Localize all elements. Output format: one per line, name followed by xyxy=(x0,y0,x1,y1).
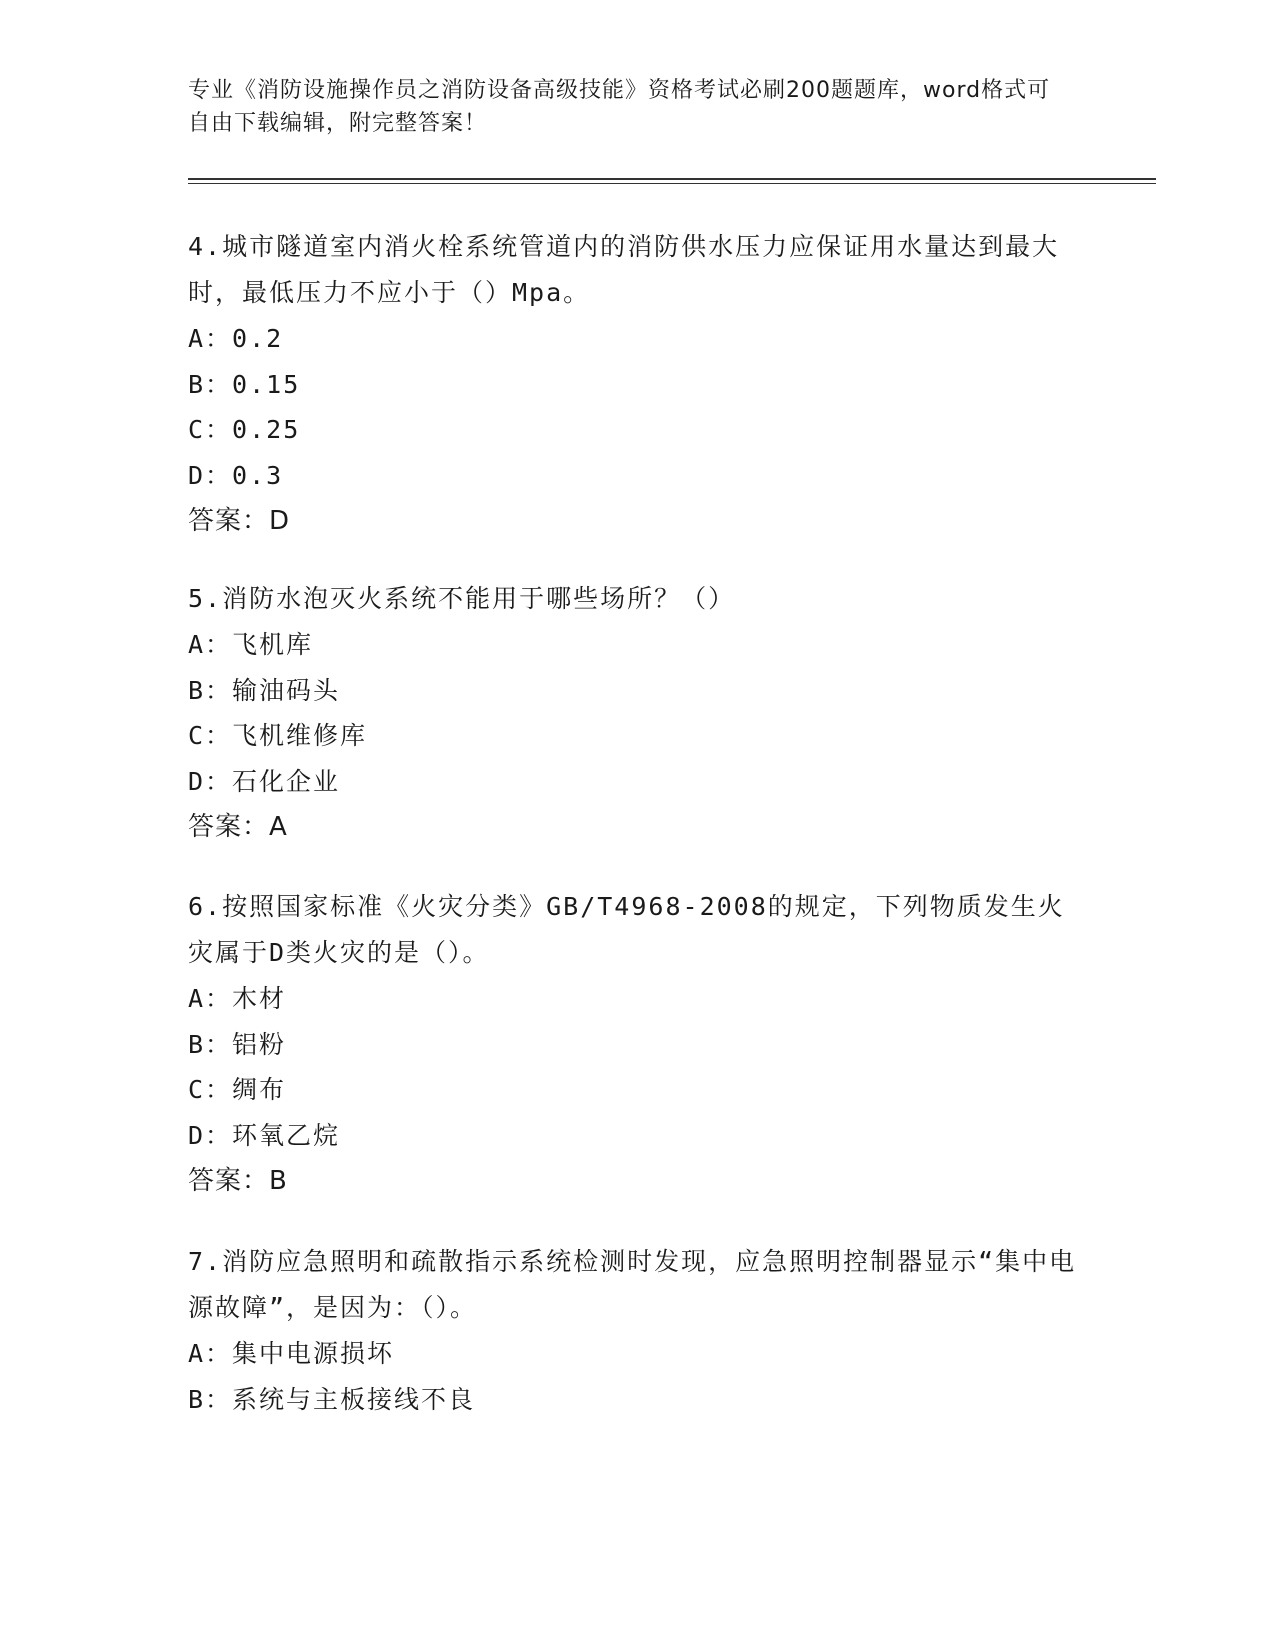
option-c: C：0.25 xyxy=(188,415,301,444)
question-stem: 6.按照国家标准《火灾分类》GB/T4968-2008的规定，下列物质发生火灾属于D类火灾的是（）。 xyxy=(188,892,1065,967)
header-divider-thin xyxy=(188,183,1156,184)
option-d: D：环氧乙烷 xyxy=(188,1120,341,1150)
option-b: B：铝粉 xyxy=(188,1029,287,1059)
answer-line: 答案：B xyxy=(188,1166,288,1196)
option-c: C：飞机维修库 xyxy=(188,721,368,750)
option-a: A：集中电源损坏 xyxy=(188,1339,395,1368)
question-stem: 4.城市隧道室内消火栓系统管道内的消防供水压力应保证用水量达到最大时，最低压力不应小于（）Mpa。 xyxy=(188,232,1060,307)
option-b: B：输油码头 xyxy=(188,675,341,705)
option-a: A：0.2 xyxy=(188,324,284,353)
option-b: B：系统与主板接线不良 xyxy=(188,1384,476,1414)
option-b: B：0.15 xyxy=(188,369,301,399)
answer-line: 答案：D xyxy=(188,506,291,536)
question-5 xyxy=(188,576,1088,850)
question-4 xyxy=(188,224,1088,544)
question-6 xyxy=(188,884,1088,1204)
option-a: A：木材 xyxy=(188,984,287,1013)
question-stem: 5.消防水泡灭火系统不能用于哪些场所？（） xyxy=(188,584,736,613)
option-d: D：石化企业 xyxy=(188,766,341,796)
document-header: 专业《消防设施操作员之消防设备高级技能》资格考试必刷200题题库，word格式可自由下载编辑，附完整答案！ xyxy=(188,78,1051,136)
answer-line: 答案：A xyxy=(188,812,288,842)
header-divider-thick xyxy=(188,178,1156,180)
question-7 xyxy=(188,1239,1088,1422)
option-c: C：绸布 xyxy=(188,1075,287,1104)
option-d: D：0.3 xyxy=(188,460,284,490)
option-a: A：飞机库 xyxy=(188,630,314,659)
question-stem: 7.消防应急照明和疏散指示系统检测时发现，应急照明控制器显示“集中电源故障”，是因为：（）。 xyxy=(188,1247,1077,1322)
